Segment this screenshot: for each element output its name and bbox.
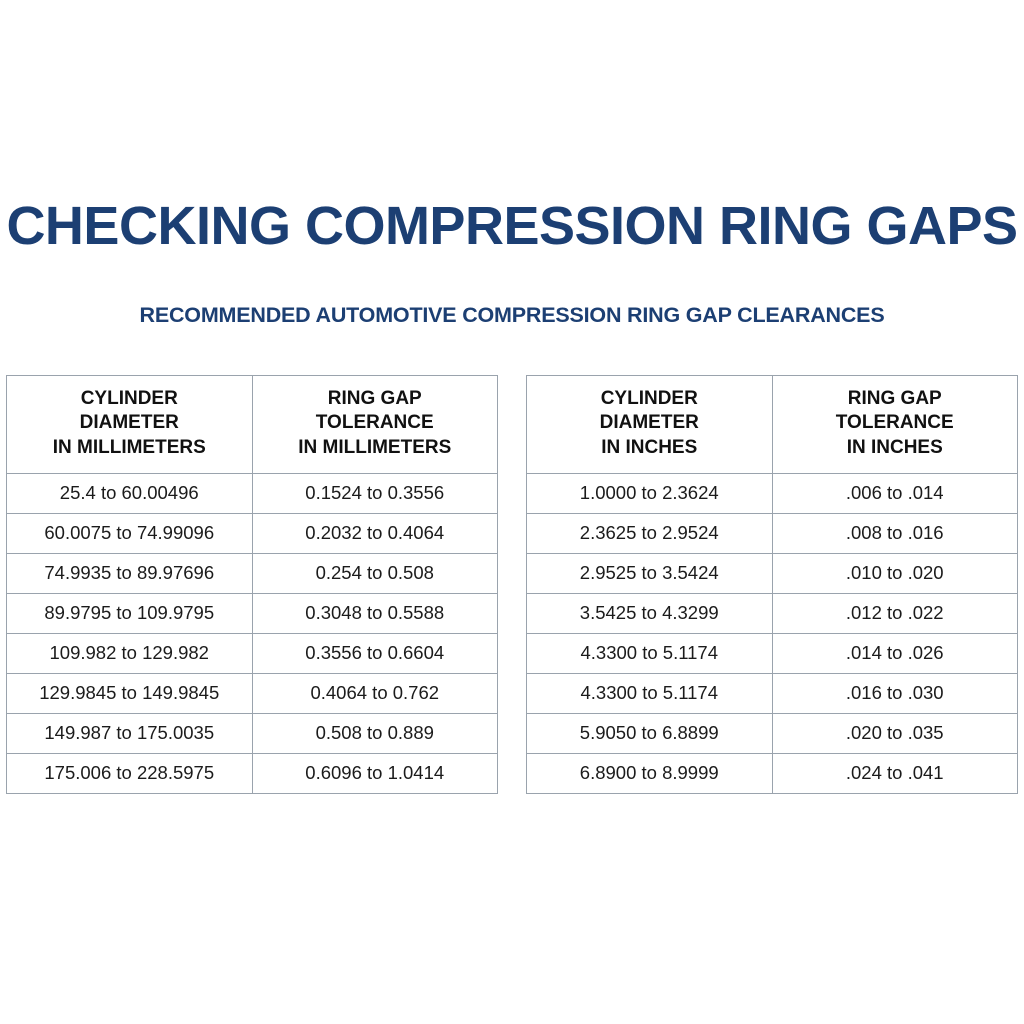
table-row bbox=[527, 633, 1018, 673]
table-row bbox=[527, 673, 1018, 713]
cell-tolerance: .006 to .014 bbox=[772, 473, 1018, 513]
cell-tolerance: 0.3048 to 0.5588 bbox=[252, 593, 498, 633]
column-header-ring-gap-tolerance-mm bbox=[252, 376, 498, 474]
cell-diameter: 4.3300 to 5.1174 bbox=[527, 673, 773, 713]
imperial-table-body bbox=[527, 473, 1018, 793]
cell-tolerance: 0.2032 to 0.4064 bbox=[252, 513, 498, 553]
cell-diameter: 4.3300 to 5.1174 bbox=[527, 633, 773, 673]
table-row bbox=[7, 553, 498, 593]
table-header-row bbox=[7, 376, 498, 474]
cell-diameter: 149.987 to 175.0035 bbox=[7, 713, 253, 753]
header-line: TOLERANCE bbox=[835, 412, 954, 434]
cell-tolerance: .014 to .026 bbox=[772, 633, 1018, 673]
table-row bbox=[7, 513, 498, 553]
header-line: IN MILLIMETERS bbox=[298, 436, 452, 458]
column-header-ring-gap-tolerance-in bbox=[772, 376, 1018, 474]
metric-table bbox=[6, 375, 498, 794]
table-row bbox=[7, 673, 498, 713]
header-line: DIAMETER bbox=[599, 412, 699, 434]
header-line: RING GAP bbox=[327, 388, 422, 409]
imperial-table-head bbox=[527, 376, 1018, 474]
header-line: CYLINDER bbox=[80, 388, 178, 409]
cell-tolerance: 0.1524 to 0.3556 bbox=[252, 473, 498, 513]
header-line: TOLERANCE bbox=[315, 412, 434, 434]
table-row bbox=[527, 753, 1018, 793]
metric-table-body bbox=[7, 473, 498, 793]
cell-tolerance: .010 to .020 bbox=[772, 553, 1018, 593]
metric-table-head bbox=[7, 376, 498, 474]
cell-tolerance: .012 to .022 bbox=[772, 593, 1018, 633]
cell-tolerance: 0.254 to 0.508 bbox=[252, 553, 498, 593]
cell-tolerance: .024 to .041 bbox=[772, 753, 1018, 793]
cell-diameter: 1.0000 to 2.3624 bbox=[527, 473, 773, 513]
cell-diameter: 89.9795 to 109.9795 bbox=[7, 593, 253, 633]
cell-tolerance: 0.4064 to 0.762 bbox=[252, 673, 498, 713]
cell-tolerance: 0.6096 to 1.0414 bbox=[252, 753, 498, 793]
cell-diameter: 25.4 to 60.00496 bbox=[7, 473, 253, 513]
cell-tolerance: .020 to .035 bbox=[772, 713, 1018, 753]
table-row bbox=[7, 593, 498, 633]
cell-tolerance: 0.3556 to 0.6604 bbox=[252, 633, 498, 673]
cell-diameter: 5.9050 to 6.8899 bbox=[527, 713, 773, 753]
cell-diameter: 74.9935 to 89.97696 bbox=[7, 553, 253, 593]
cell-diameter: 6.8900 to 8.9999 bbox=[527, 753, 773, 793]
table-row bbox=[527, 473, 1018, 513]
cell-diameter: 60.0075 to 74.99096 bbox=[7, 513, 253, 553]
header-line: RING GAP bbox=[847, 388, 942, 409]
table-row bbox=[7, 473, 498, 513]
cell-tolerance: .016 to .030 bbox=[772, 673, 1018, 713]
imperial-table bbox=[526, 375, 1018, 794]
table-row bbox=[7, 753, 498, 793]
table-row bbox=[527, 593, 1018, 633]
table-row bbox=[7, 633, 498, 673]
cell-tolerance: .008 to .016 bbox=[772, 513, 1018, 553]
cell-diameter: 2.3625 to 2.9524 bbox=[527, 513, 773, 553]
header-line: CYLINDER bbox=[600, 388, 698, 409]
page-title: CHECKING COMPRESSION RING GAPS bbox=[6, 196, 1018, 256]
cell-diameter: 129.9845 to 149.9845 bbox=[7, 673, 253, 713]
header-line: IN MILLIMETERS bbox=[52, 436, 206, 458]
table-row bbox=[7, 713, 498, 753]
page-subtitle: RECOMMENDED AUTOMOTIVE COMPRESSION RING GAP CLEARANCES bbox=[139, 303, 885, 327]
cell-diameter: 109.982 to 129.982 bbox=[7, 633, 253, 673]
table-row bbox=[527, 513, 1018, 553]
header-line: IN INCHES bbox=[601, 436, 698, 458]
tables-container bbox=[0, 375, 1024, 794]
table-row bbox=[527, 553, 1018, 593]
cell-diameter: 3.5425 to 4.3299 bbox=[527, 593, 773, 633]
header-line: DIAMETER bbox=[79, 412, 179, 434]
table-header-row bbox=[527, 376, 1018, 474]
cell-tolerance: 0.508 to 0.889 bbox=[252, 713, 498, 753]
header-line: IN INCHES bbox=[846, 436, 943, 458]
table-row bbox=[527, 713, 1018, 753]
cell-diameter: 175.006 to 228.5975 bbox=[7, 753, 253, 793]
cell-diameter: 2.9525 to 3.5424 bbox=[527, 553, 773, 593]
column-header-cylinder-diameter-in bbox=[527, 376, 773, 474]
column-header-cylinder-diameter-mm bbox=[7, 376, 253, 474]
